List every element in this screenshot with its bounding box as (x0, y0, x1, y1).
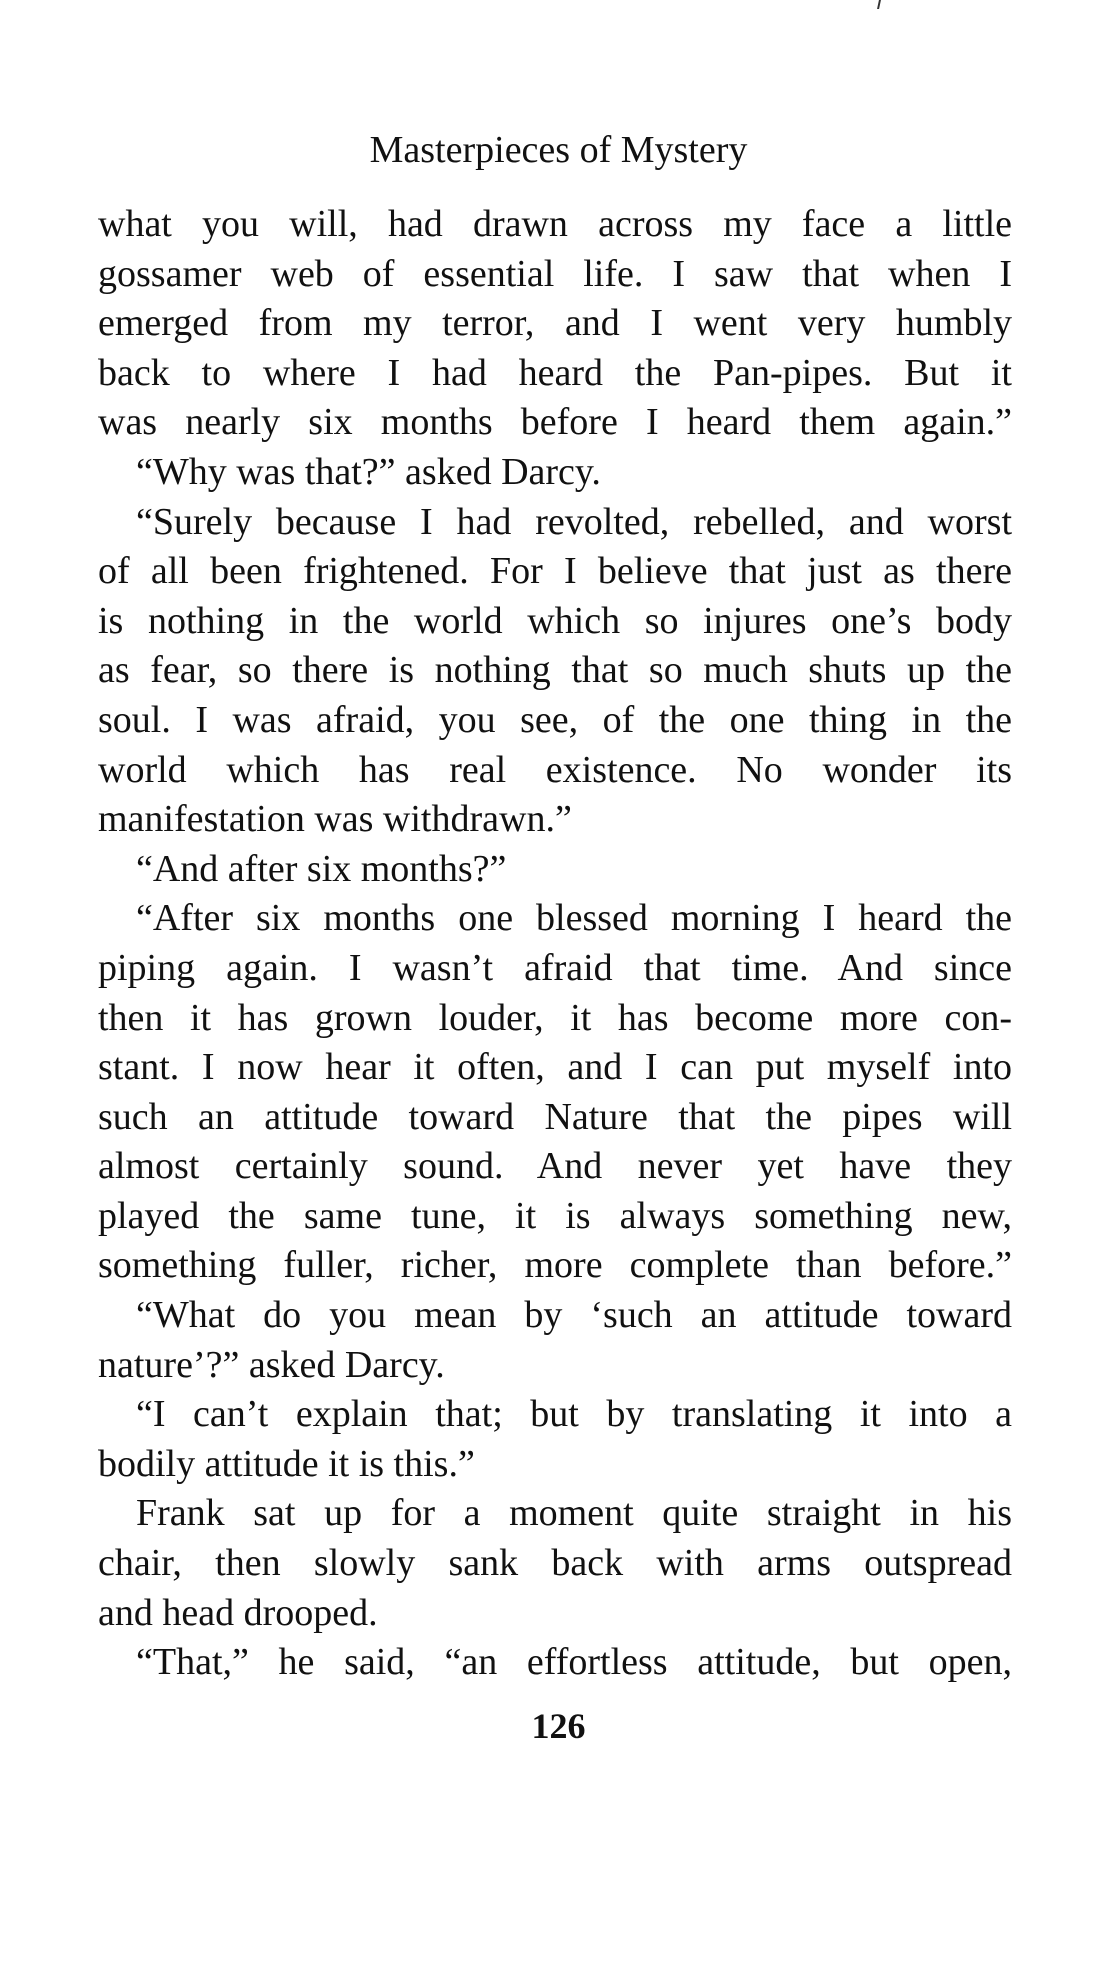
text-line: “That,” he said, “an effortless attitude, but open, (136, 1641, 1012, 1684)
body-text (98, 200, 1012, 1688)
text-line: of all been frightened. For I believe that just as there (98, 550, 1012, 593)
page-number: 126 (531, 1706, 586, 1746)
running-head: Masterpieces of Mystery (369, 129, 748, 171)
text-line: such an attitude toward Nature that the pipes will (98, 1095, 1012, 1138)
text-line: piping again. I wasn’t afraid that time. And since (98, 946, 1012, 989)
text-line: what you will, had drawn across my face a little (98, 203, 1012, 245)
text-line: “Why was that?” asked Darcy. (136, 450, 601, 493)
text-line: was nearly six months before I heard them again.” (98, 401, 1012, 444)
text-line: played the same tune, it is always something new, (98, 1194, 1012, 1237)
text-line: “After six months one blessed morning I heard the (136, 897, 1012, 940)
text-line: Frank sat up for a moment quite straight in his (136, 1492, 1012, 1535)
text-line: nature’?” asked Darcy. (98, 1343, 445, 1386)
text-line: and head drooped. (98, 1591, 378, 1634)
text-line: “What do you mean by ‘such an attitude toward (136, 1294, 1012, 1337)
text-line: “Surely because I had revolted, rebelled, and worst (136, 500, 1012, 543)
text-line: emerged from my terror, and I went very humbly (98, 302, 1012, 345)
text-line: stant. I now hear it often, and I can put myself into (98, 1046, 1012, 1089)
text-line: manifestation was withdrawn.” (98, 798, 572, 841)
text-line: almost certainly sound. And never yet have they (98, 1145, 1012, 1188)
scan-corner-mark (877, 0, 885, 9)
text-line: world which has real existence. No wonder its (98, 748, 1012, 791)
text-line: is nothing in the world which so injures one’s body (98, 599, 1012, 642)
text-line: then it has grown louder, it has become more con- (98, 996, 1012, 1039)
text-line: soul. I was afraid, you see, of the one thing in the (98, 698, 1012, 741)
text-line: gossamer web of essential life. I saw that when I (98, 252, 1012, 295)
text-line: back to where I had heard the Pan-pipes. But it (98, 351, 1012, 394)
text-line: as fear, so there is nothing that so much shuts up the (98, 649, 1012, 692)
text-line: chair, then slowly sank back with arms outspread (98, 1542, 1012, 1585)
text-line: bodily attitude it is this.” (98, 1442, 475, 1485)
text-line: something fuller, richer, more complete than before.” (98, 1244, 1012, 1287)
text-line: “And after six months?” (136, 847, 507, 890)
text-line: “I can’t explain that; but by translating it into a (136, 1393, 1012, 1436)
